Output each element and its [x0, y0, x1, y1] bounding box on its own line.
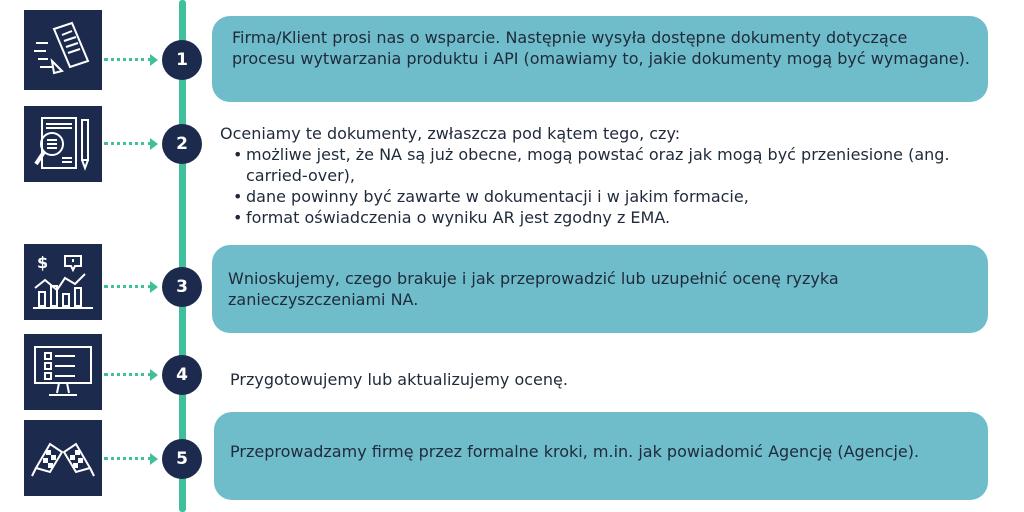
step-4-icon-box: [24, 334, 102, 410]
step-1-text: Firma/Klient prosi nas o wsparcie. Następnie wysyła dostępne dokumenty dotyczące procesu wytwarzania produktu i API (omawiamy to, jakie dokumenty mogą być wymagane).: [232, 28, 970, 68]
step-5-arrow: [150, 453, 158, 465]
step-5-badge: 5: [162, 439, 202, 479]
step-3-icon-box: [24, 244, 102, 320]
step-3-arrow: [150, 281, 158, 293]
step-2-bullet-list: [220, 144, 1000, 228]
step-4-connector: [104, 373, 152, 376]
step-2-icon-box: [24, 106, 102, 182]
step-4-badge: 4: [162, 355, 202, 395]
step-1-connector: [104, 58, 152, 61]
step-2-connector: [104, 142, 152, 145]
step-2-bullet: • format oświadczenia o wyniku AR jest zgodny z EMA.: [246, 207, 1000, 228]
step-4-text: Przygotowujemy lub aktualizujemy ocenę.: [230, 370, 568, 389]
document-writing-icon: [32, 21, 94, 79]
step-1-icon-box: [24, 10, 102, 90]
step-3-connector: [104, 285, 152, 288]
step-2-text: [220, 123, 1000, 228]
step-2-arrow: [150, 138, 158, 150]
step-5-connector: [104, 457, 152, 460]
step-3-badge: 3: [162, 267, 202, 307]
document-magnifier-icon: [32, 114, 94, 174]
step-4-arrow: [150, 369, 158, 381]
step-2-badge: 2: [162, 124, 202, 164]
step-2-intro: Oceniamy te dokumenty, zwłaszcza pod kątem tego, czy:: [220, 124, 681, 143]
step-1-arrow: [150, 54, 158, 66]
monitor-checklist-icon: [31, 343, 95, 401]
checkered-flags-icon: [30, 438, 96, 478]
step-2-bullet: • możliwe jest, że NA są już obecne, mogą powstać oraz jak mogą być przeniesione (ang. carried-over),: [246, 144, 1000, 186]
step-5-icon-box: [24, 420, 102, 496]
step-2-bullet: • dane powinny być zawarte w dokumentacji i w jakim formacie,: [246, 186, 1000, 207]
step-1-badge: 1: [162, 40, 202, 80]
dollar-chart-icon: [31, 250, 95, 314]
svg-text:$: $: [37, 253, 49, 272]
step-3-text: Wnioskujemy, czego brakuje i jak przeprowadzić lub uzupełnić ocenę ryzyka zanieczyszczeniami NA.: [228, 269, 839, 309]
step-5-text: Przeprowadzamy firmę przez formalne kroki, m.in. jak powiadomić Agencję (Agencje).: [230, 442, 920, 461]
